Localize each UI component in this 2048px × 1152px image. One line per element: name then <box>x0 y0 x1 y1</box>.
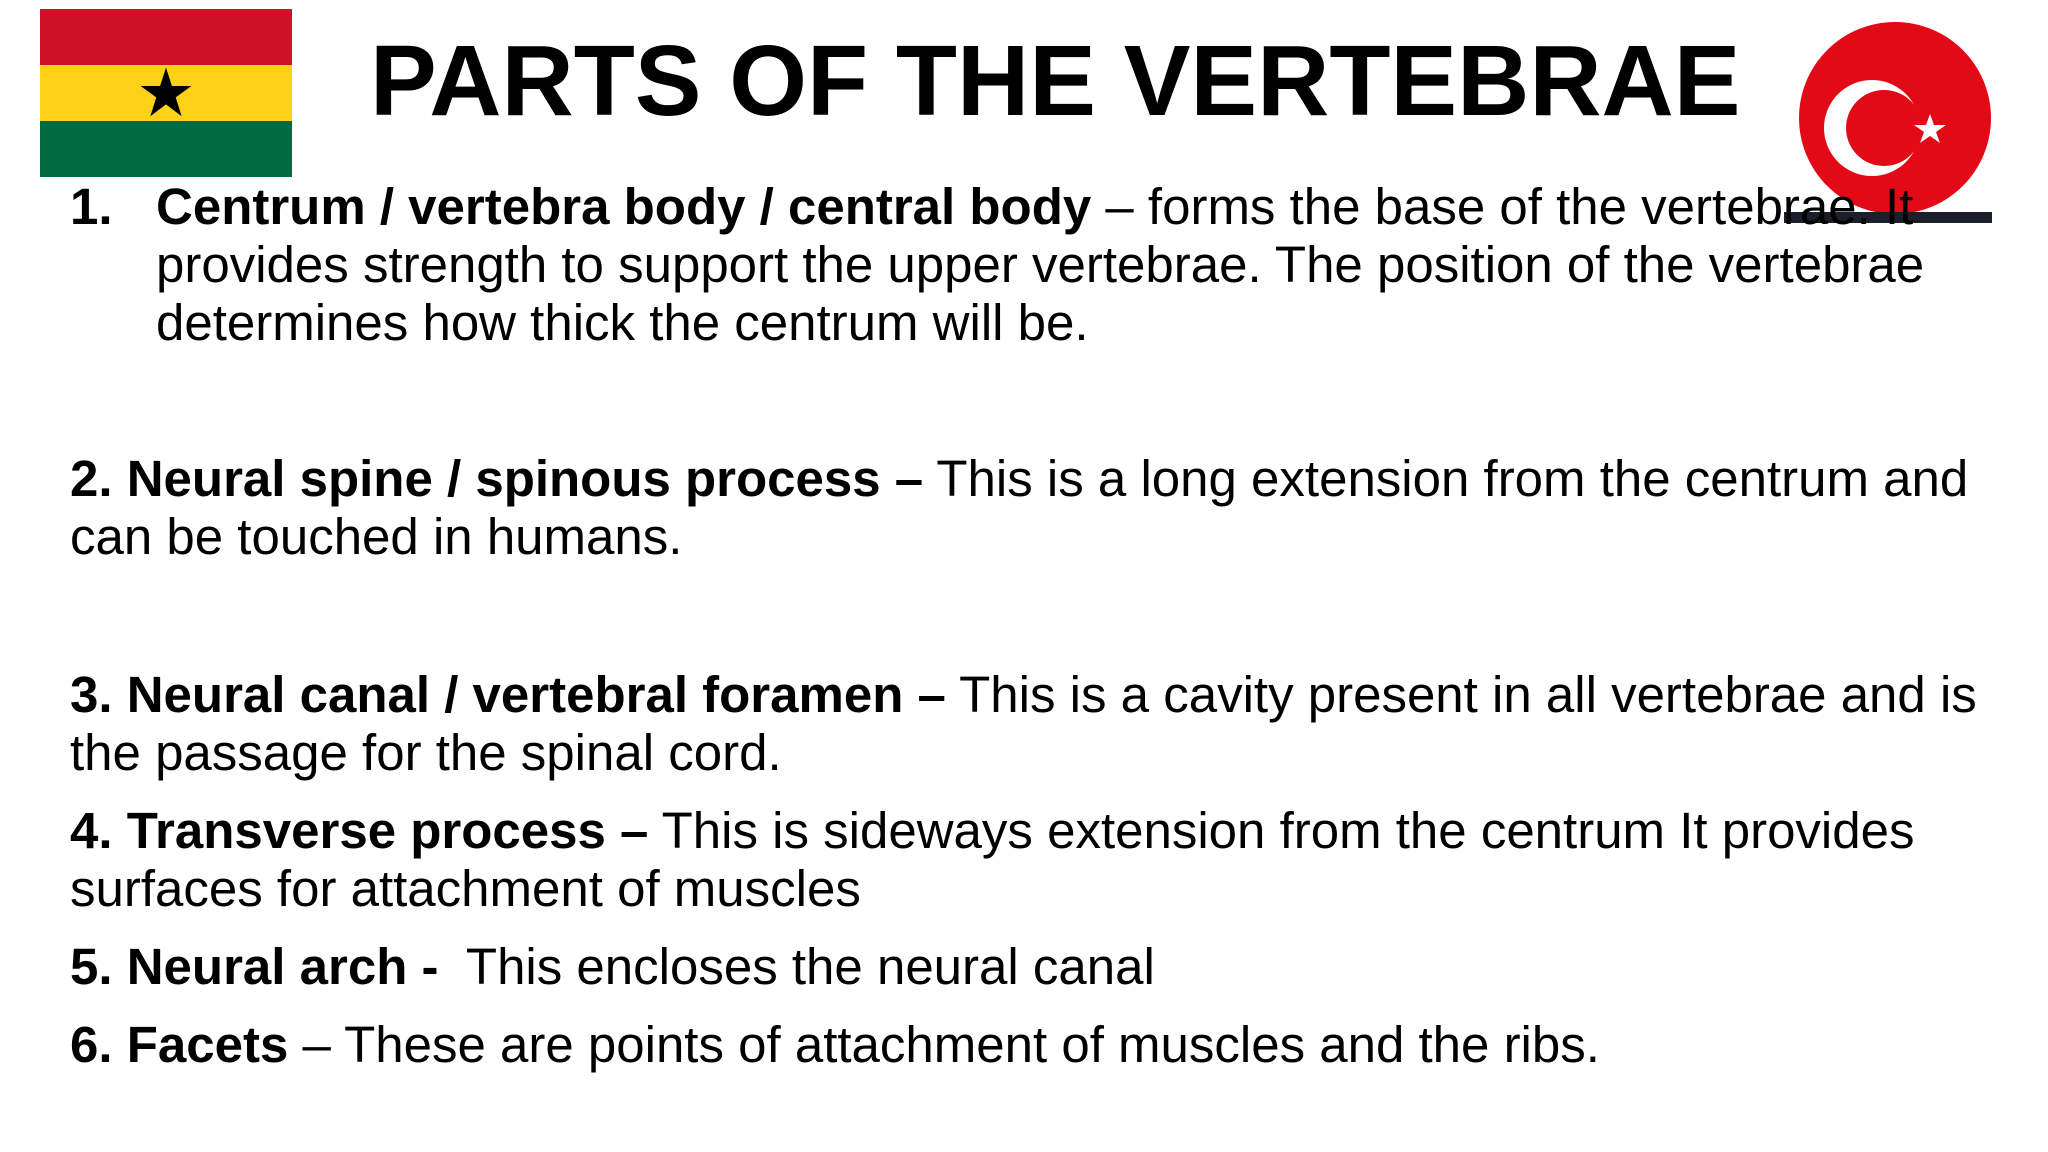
list-item-neural-canal <box>70 666 1990 782</box>
list-number: 1. <box>70 178 113 235</box>
term-description: – These are points of attachment of muscles and the ribs. <box>288 1016 1600 1073</box>
term-label: Centrum / vertebra body / central body <box>156 178 1092 235</box>
term-label: Neural canal / vertebral foramen – <box>126 666 946 723</box>
ghana-flag-green-stripe <box>40 121 292 177</box>
term-description: – forms the base of the vertebrae. It provides strength to support the upper vertebrae. The position of the vertebrae determines how thick the centrum will be. <box>156 178 1925 351</box>
term-description: This is sideways extension from the centrum It provides surfaces for attachment of muscles <box>70 802 1915 917</box>
list-item-transverse-process <box>70 802 1990 918</box>
black-star-icon <box>139 66 193 120</box>
term-label: Neural spine / spinous process – <box>126 450 924 507</box>
list-item-neural-arch <box>70 938 1990 996</box>
list-item-centrum <box>70 178 1990 352</box>
list-item-body <box>156 178 1936 352</box>
list-number: 6. <box>70 1016 113 1073</box>
list-number: 3. <box>70 666 113 723</box>
term-label: Transverse process – <box>126 802 649 859</box>
page-title: PARTS OF THE VERTEBRAE <box>370 25 1741 137</box>
list-item-neural-spine <box>70 450 1990 566</box>
term-label: Facets <box>126 1016 289 1073</box>
list-number: 4. <box>70 802 113 859</box>
term-description: This is a long extension from the centrum and can be touched in humans. <box>70 450 1969 565</box>
list-number: 5. <box>70 938 113 995</box>
term-label: Neural arch - <box>126 938 439 995</box>
term-description: This is a cavity present in all vertebrae and is the passage for the spinal cord. <box>70 666 1977 781</box>
ghana-flag-icon <box>40 9 292 177</box>
ghana-flag-red-stripe <box>40 9 292 65</box>
list-item-facets <box>70 1016 1990 1074</box>
term-description: This encloses the neural canal <box>438 938 1155 995</box>
list-number: 2. <box>70 450 113 507</box>
